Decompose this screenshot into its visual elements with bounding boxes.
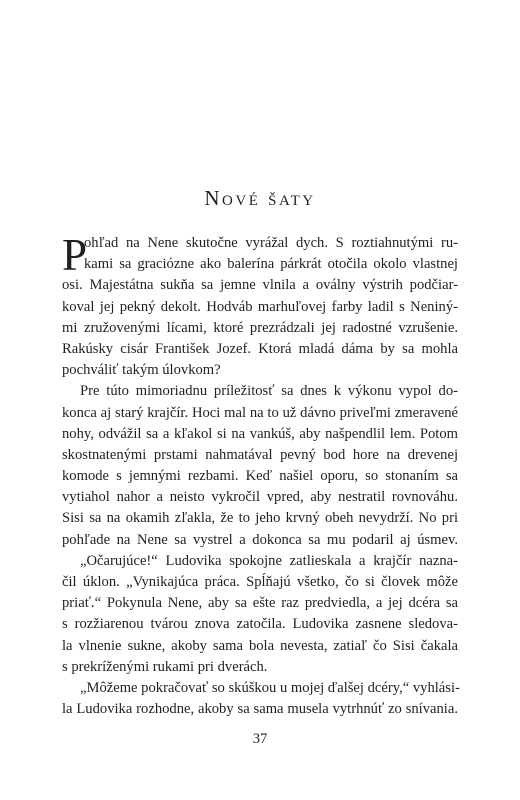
text-line: mi zružovenými lícami, ktoré prezrádzali jej radostné vzrušenie. xyxy=(62,319,458,336)
page-number: 37 xyxy=(252,731,268,747)
text-line: pohľade na Nene sa vystrel a dokonca sa mu podaril aj úsmev. xyxy=(62,531,458,548)
text-line: la Ludovika rozhodne, akoby sa sama musela vytrhnúť zo snívania. xyxy=(62,701,458,718)
paragraph-3 xyxy=(62,551,458,678)
text-line: kami sa graciózne ako balerína párkrát otočila okolo vlastnej xyxy=(84,256,458,273)
drop-cap: P xyxy=(62,230,88,280)
text-line: priať.“ Pokynula Nene, aby sa ešte raz predviedla, a jej dcéra sa xyxy=(62,595,458,612)
body-text xyxy=(62,230,460,720)
text-line: konca aj starý krajčír. Hoci mal na to už dávno priveľmi zmeravené xyxy=(62,404,458,421)
paragraph-2 xyxy=(62,381,458,551)
text-line: pochváliť takým úlovkom? xyxy=(62,362,221,379)
text-line: la vlnenie sukne, akoby sama bola nevesta, zatiaľ čo Sisi čakala xyxy=(62,637,458,654)
paragraph-1 xyxy=(62,230,458,381)
text-line: skostnatenými prstami nahmatával pevný bod hore na drevenej xyxy=(62,446,458,463)
text-line: koval jej pekný dekolt. Hodváb marhuľovej farby ladil s Neniný- xyxy=(62,298,458,315)
chapter-title: Nové šaty xyxy=(204,186,316,210)
text-line: ohľad na Nene skutočne vyrážal dych. S roztiahnutými ru- xyxy=(84,235,458,251)
text-line: vytiahol nahor a neisto vykročil vpred, aby nestratil rovnováhu. xyxy=(62,489,458,506)
text-line: Pre túto mimoriadnu príležitosť sa dnes k výkonu vypol do- xyxy=(80,383,458,400)
text-line: Rakúsky cisár František Jozef. Ktorá mladá dáma by sa mohla xyxy=(62,340,458,357)
text-line: „Môžeme pokračovať so skúškou u mojej ďalšej dcéry,“ vyhlási- xyxy=(80,679,460,696)
text-line: „Očarujúce!“ Ludovika spokojne zatlieskala a krajčír nazna- xyxy=(80,552,458,569)
paragraph-4 xyxy=(62,678,458,720)
text-line: s rozžiarenou tvárou znova zatočila. Ludovika zasnene sledova- xyxy=(62,616,458,633)
text-line: Sisi sa na okamih zľakla, že to jeho krvný obeh nevydrží. No pri xyxy=(62,510,458,527)
text-line: osi. Majestátna sukňa sa jemne vlnila a oválny výstrih podčiar- xyxy=(62,277,458,294)
text-line: nohy, odvážil sa a kľakol si na vankúš, aby našpendlil lem. Potom xyxy=(62,425,458,442)
text-line: čil úklon. „Vynikajúca práca. Spĺňajú všetko, čo si človek môže xyxy=(62,574,458,590)
text-line: s prekríženými rukami pri dverách. xyxy=(62,658,268,675)
text-line: komode s jemnými rezbami. Keď našiel oporu, so stonaním sa xyxy=(62,468,458,485)
